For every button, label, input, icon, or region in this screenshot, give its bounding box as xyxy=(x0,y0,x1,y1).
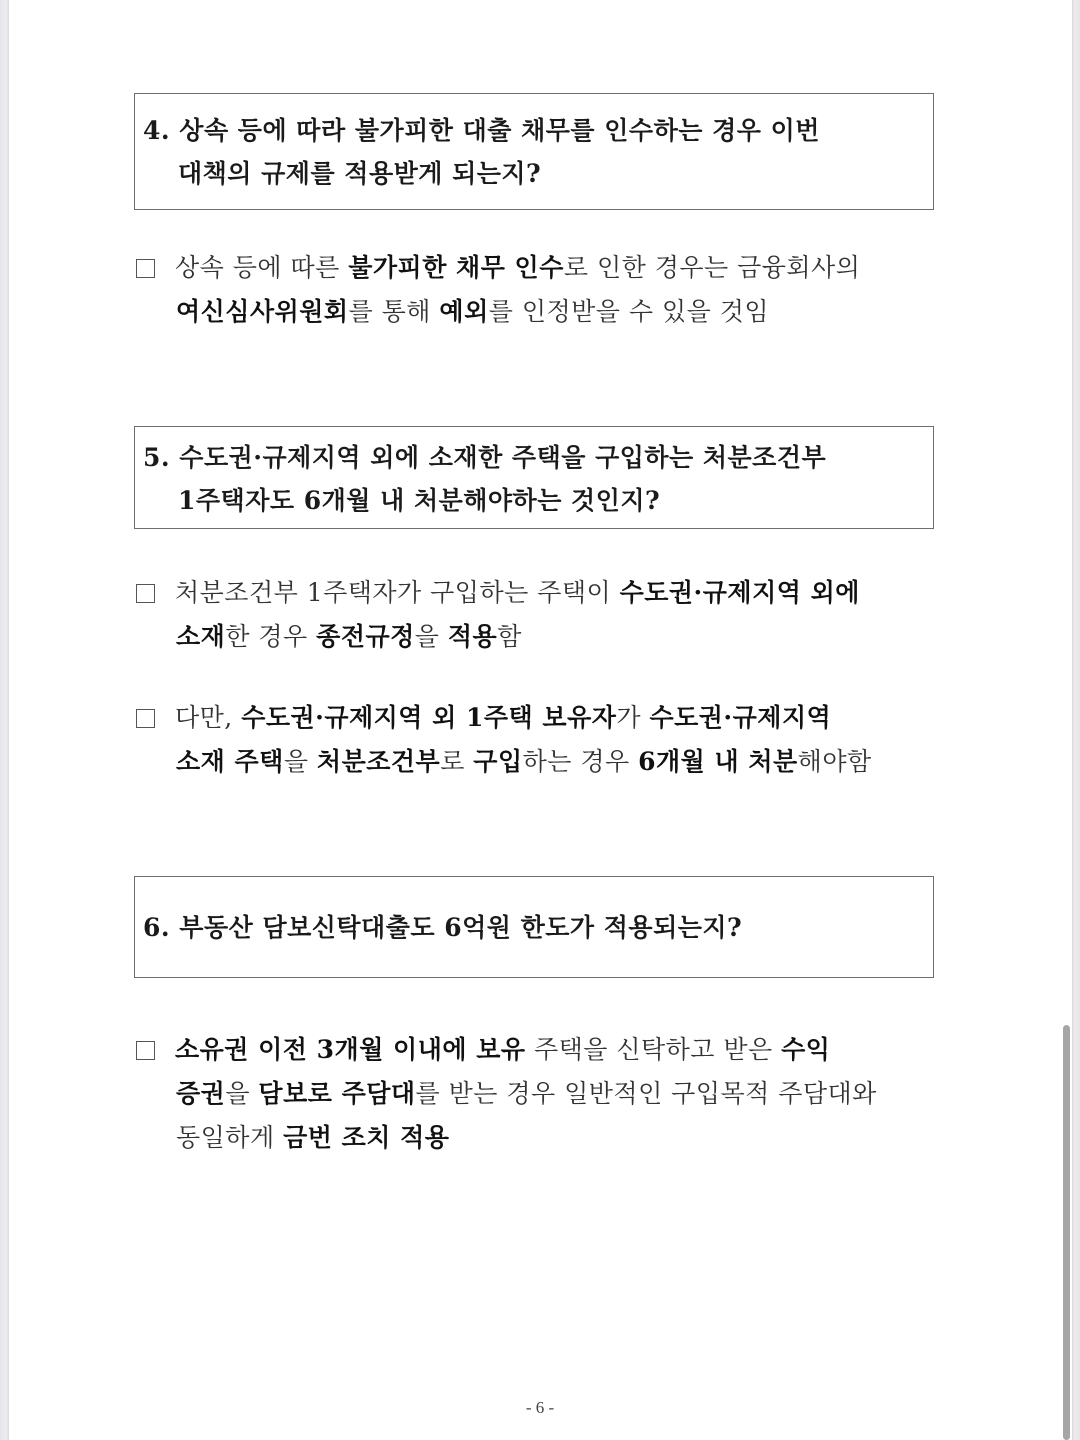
answer-text: 상속 등에 따른 xyxy=(175,253,349,282)
answer-text: 하는 경우 xyxy=(522,747,639,776)
checkbox-icon xyxy=(136,709,155,728)
answer-text-bold: 6개월 내 처분 xyxy=(638,747,798,776)
right-bezel xyxy=(1072,0,1080,1440)
answer-5a-line-1 xyxy=(136,571,951,615)
question-box-4 xyxy=(134,93,934,210)
checkbox-icon xyxy=(136,584,155,603)
answer-text-bold: 처분조건부 xyxy=(316,747,441,776)
answer-5a-line-2 xyxy=(136,615,951,659)
answer-5b-line-1 xyxy=(136,696,951,740)
answer-text: 다만, xyxy=(175,703,242,732)
answer-text-bold: 소재 xyxy=(176,622,226,651)
checkbox-icon xyxy=(136,1041,155,1060)
answer-text: 을 xyxy=(283,747,317,776)
answer-text-bold: 예외 xyxy=(439,297,489,326)
answer-6-line-2 xyxy=(136,1072,951,1116)
left-bezel xyxy=(0,0,9,1440)
question-box-5 xyxy=(134,426,934,529)
answer-text-bold: 수도권·규제지역 외 1주택 보유자 xyxy=(241,703,617,732)
answer-text-bold: 수도권·규제지역 외에 xyxy=(619,578,860,607)
answer-text: 를 받는 경우 일반적인 구입목적 주담대와 xyxy=(415,1079,877,1108)
page-number: - 6 - xyxy=(525,1398,555,1417)
answer-text-bold: 소유권 이전 3개월 이내에 보유 xyxy=(175,1035,526,1064)
answer-text-bold: 금번 조치 적용 xyxy=(283,1123,450,1152)
answer-text: 로 xyxy=(440,747,474,776)
answer-4-line-1 xyxy=(136,246,951,290)
answer-6-line-1 xyxy=(136,1028,951,1072)
answer-4-line-2 xyxy=(136,290,951,334)
answer-text: 동일하게 xyxy=(176,1123,284,1152)
answer-6 xyxy=(136,1028,951,1160)
answer-text-bold: 소재 주택 xyxy=(176,747,284,776)
question-4-line-1: 4. 상속 등에 따라 불가피한 대출 채무를 인수하는 경우 이번 xyxy=(143,116,820,145)
answer-text: 함 xyxy=(497,622,522,651)
answer-text-bold: 담보로 주담대 xyxy=(258,1079,416,1108)
answer-text: 가 xyxy=(616,703,650,732)
answer-text-bold: 구입 xyxy=(473,747,523,776)
answer-text-bold: 수익 xyxy=(781,1035,831,1064)
answer-text-bold: 종전규정 xyxy=(316,622,415,651)
question-6-line-1: 6. 부동산 담보신탁대출도 6억원 한도가 적용되는지? xyxy=(143,913,743,942)
answer-text: 를 인정받을 수 있을 것임 xyxy=(488,297,770,326)
answer-text-bold: 여신심사위원회 xyxy=(176,297,349,326)
answer-text-bold: 적용 xyxy=(447,622,498,651)
answer-4 xyxy=(136,246,951,334)
answer-text: 로 인한 경우는 금융회사의 xyxy=(563,253,861,282)
answer-5b-line-2 xyxy=(136,740,951,784)
answer-5-a xyxy=(136,571,951,659)
question-5-line-1: 5. 수도권·규제지역 외에 소재한 주택을 구입하는 처분조건부 xyxy=(143,443,827,472)
answer-text: 한 경우 xyxy=(225,622,317,651)
answer-text: 주택을 신탁하고 받은 xyxy=(525,1035,782,1064)
question-5-line-2: 1주택자도 6개월 내 처분해야하는 것인지? xyxy=(178,486,661,515)
answer-text-bold: 불가피한 채무 인수 xyxy=(348,253,564,282)
answer-6-line-3 xyxy=(136,1116,951,1160)
scrollbar-thumb[interactable] xyxy=(1063,1025,1070,1440)
answer-text-bold: 수도권·규제지역 xyxy=(649,703,832,732)
answer-5-b xyxy=(136,696,951,784)
answer-text: 처분조건부 1주택자가 구입하는 주택이 xyxy=(175,578,620,607)
answer-text: 을 xyxy=(225,1079,259,1108)
answer-text: 를 통해 xyxy=(348,297,440,326)
answer-text-bold: 증권 xyxy=(176,1079,226,1108)
question-4-line-2: 대책의 규제를 적용받게 되는지? xyxy=(178,159,542,188)
answer-text: 해야함 xyxy=(797,747,872,776)
answer-text: 을 xyxy=(414,622,448,651)
checkbox-icon xyxy=(136,259,155,278)
question-box-6 xyxy=(134,876,934,978)
